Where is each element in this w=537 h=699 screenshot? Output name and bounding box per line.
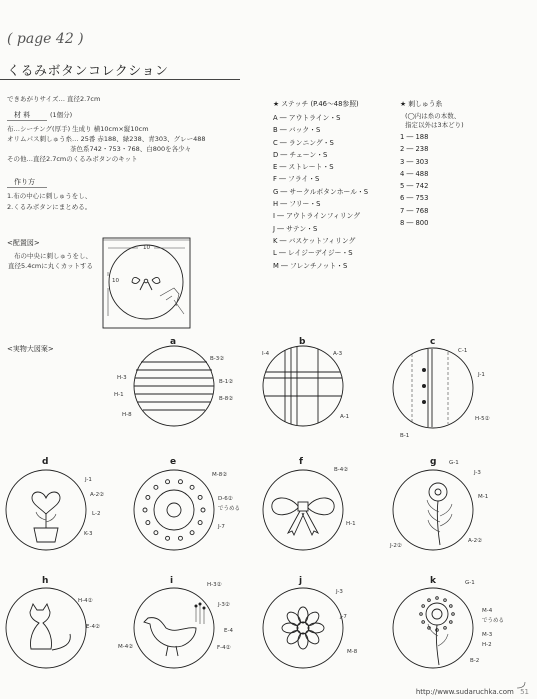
pattern-k-letter: k bbox=[430, 576, 436, 586]
pattern-f-label: B-4② bbox=[334, 467, 349, 473]
pattern-d-label: J-1 bbox=[85, 477, 92, 483]
pattern-a-label: H-8 bbox=[122, 412, 132, 418]
stitch-item: B ― バック・S bbox=[273, 126, 321, 135]
pattern-c-letter: c bbox=[430, 337, 436, 347]
pattern-k-label: M-4 bbox=[482, 608, 493, 614]
threads-heading: ★ 刺しゅう糸 bbox=[400, 100, 443, 108]
watermark-url: http://www.sudaruchka.com bbox=[415, 688, 514, 696]
page-label: ( page 42 ) bbox=[7, 31, 84, 47]
stitches-heading: ★ ステッチ (P.46〜48参照) bbox=[273, 100, 359, 108]
thread-item: 7 ― 768 bbox=[400, 206, 429, 215]
pattern-c-label: J-1 bbox=[478, 372, 485, 378]
stitch-item: E ― ストレート・S bbox=[273, 163, 334, 172]
materials-heading: 材 料 bbox=[14, 111, 31, 119]
stitch-item: K ― バスケットフィリング bbox=[273, 236, 356, 245]
pattern-c-label: C-1 bbox=[458, 348, 468, 354]
pattern-f-letter: f bbox=[299, 457, 303, 467]
pattern-j-label: J-7 bbox=[340, 614, 347, 620]
stitch-item: I ― アウトラインフィリング bbox=[273, 212, 361, 221]
pattern-j-label: M-8 bbox=[347, 649, 358, 655]
threads-note-2: 指定以外は3本どり) bbox=[405, 121, 464, 129]
pattern-h-drawing bbox=[6, 588, 86, 668]
method-heading: 作り方 bbox=[14, 178, 35, 186]
pattern-e-drawing bbox=[134, 470, 214, 550]
placement-line-2: 直径5.4cmに丸くカットする bbox=[8, 262, 93, 270]
pattern-d-label: A-2② bbox=[90, 492, 105, 498]
pattern-k-label: B-2 bbox=[470, 658, 480, 664]
pattern-a-drawing bbox=[134, 346, 214, 426]
materials-line-3: 茶色系742・753・768、白800を各少々 bbox=[70, 145, 192, 153]
thread-item: 1 ― 188 bbox=[400, 133, 429, 141]
pattern-d-drawing bbox=[6, 470, 86, 550]
pattern-b-drawing bbox=[263, 346, 343, 426]
pattern-g-label: M-1 bbox=[478, 494, 489, 500]
pattern-g-drawing bbox=[393, 470, 473, 550]
stitch-item: J ― サテン・S bbox=[273, 224, 318, 233]
pattern-h-letter: h bbox=[42, 576, 49, 586]
pattern-k-label: H-2 bbox=[482, 642, 492, 648]
pattern-g-label: J-3 bbox=[474, 470, 481, 476]
pattern-a-label: H-3 bbox=[117, 375, 127, 381]
pattern-b-letter: b bbox=[299, 337, 306, 347]
pattern-i-label: H-3② bbox=[207, 582, 222, 588]
stitch-item: D ― チェーン・S bbox=[273, 150, 328, 159]
pattern-a-label: B-1② bbox=[219, 379, 234, 385]
materials-line-1: 布…シーチング(厚手) 生成り 横10cm×縦10cm bbox=[7, 125, 149, 133]
pattern-e-label: D-6② bbox=[218, 496, 233, 502]
pattern-g-label: J-2② bbox=[390, 543, 402, 549]
stitch-item: A ― アウトライン・S bbox=[273, 114, 341, 122]
pattern-h-label: E-4② bbox=[86, 624, 100, 630]
stitch-item: L ― レイジーデイジー・S bbox=[273, 249, 353, 258]
placement-dim-left: 10 bbox=[112, 278, 119, 284]
pattern-a-label: B-3② bbox=[210, 356, 225, 362]
pattern-j-drawing bbox=[263, 588, 343, 668]
pattern-b-label: A-1 bbox=[340, 414, 350, 420]
placement-heading: <配置図> bbox=[7, 239, 40, 247]
page-title: くるみボタンコレクション bbox=[7, 64, 169, 79]
method-line-1: 1.布の中心に刺しゅうをし、 bbox=[7, 192, 92, 200]
pattern-a-letter: a bbox=[170, 337, 177, 347]
pattern-d-label: K-3 bbox=[84, 531, 93, 537]
pattern-a-label: H-1 bbox=[114, 392, 124, 398]
pattern-g-label: A-2② bbox=[468, 538, 483, 544]
pattern-h-label: H-4② bbox=[78, 598, 93, 604]
pattern-d-letter: d bbox=[42, 457, 49, 467]
placement-line-1: 布の中央に刺しゅうをし、 bbox=[14, 252, 92, 260]
pattern-b-label: A-3 bbox=[333, 351, 343, 357]
method-line-2: 2.くるみボタンにまとめる。 bbox=[7, 203, 92, 211]
thread-item: 4 ― 488 bbox=[400, 169, 429, 178]
pattern-g-letter: g bbox=[430, 457, 437, 467]
pattern-e-letter: e bbox=[170, 457, 177, 467]
stitch-item: H ― フリー・S bbox=[273, 200, 321, 209]
pattern-i-label: M-4② bbox=[118, 644, 134, 650]
materials-line-4: その他…直径2.7cmのくるみボタンのキット bbox=[7, 155, 138, 163]
stitch-item: G ― サークルボタンホール・S bbox=[273, 187, 369, 196]
pattern-j-letter: j bbox=[299, 576, 303, 586]
finished-size: できあがりサイズ… 直径2.7cm bbox=[7, 95, 101, 103]
thread-item: 8 ― 800 bbox=[400, 219, 429, 228]
full-size-heading: <実物大図案> bbox=[7, 345, 54, 353]
stitch-item: M ― フレンチノット・S bbox=[273, 261, 348, 270]
pattern-i-letter: i bbox=[170, 576, 174, 586]
pattern-i-label: F-4② bbox=[217, 645, 231, 651]
pattern-j-label: J-3 bbox=[336, 589, 343, 595]
pattern-b-label: I-4 bbox=[262, 351, 270, 357]
pattern-c-drawing bbox=[393, 348, 473, 428]
thread-item: 2 ― 238 bbox=[400, 145, 429, 154]
materials-note: (1個分) bbox=[50, 111, 73, 119]
pattern-i-label: J-3② bbox=[218, 602, 230, 608]
pattern-f-drawing bbox=[263, 470, 343, 550]
pattern-c-label: H-5② bbox=[475, 416, 490, 422]
thread-item: 5 ― 742 bbox=[400, 182, 429, 191]
pattern-f-label: H-1 bbox=[346, 521, 356, 527]
stitch-item: C ― ランニング・S bbox=[273, 138, 334, 147]
pattern-i-label: E-4 bbox=[224, 628, 233, 634]
pattern-e-label: M-8② bbox=[212, 472, 228, 478]
footer bbox=[416, 688, 529, 696]
pattern-e-label: J-7 bbox=[218, 524, 225, 530]
pattern-d-label: L-2 bbox=[92, 511, 101, 517]
pattern-k-label: でうめる bbox=[482, 618, 505, 624]
stitch-item: F ― フライ・S bbox=[273, 175, 320, 184]
pattern-g-label: G-1 bbox=[449, 460, 459, 466]
page-number: 51 bbox=[520, 688, 529, 696]
pattern-e-label: でうめる bbox=[218, 506, 241, 512]
placement-dim-top: 10 bbox=[143, 245, 150, 251]
thread-item: 3 ― 303 bbox=[400, 157, 429, 166]
thread-item: 6 ― 753 bbox=[400, 194, 429, 203]
pattern-k-drawing bbox=[393, 588, 473, 668]
materials-line-2: オリムパス刺しゅう糸… 25番 赤188、緑238、青303、グレー488 bbox=[7, 135, 206, 143]
pattern-a-label: B-8② bbox=[219, 396, 234, 402]
threads-note-1: (◯内は糸の本数、 bbox=[405, 112, 461, 120]
pattern-i-drawing bbox=[134, 588, 214, 668]
pattern-k-label: M-3 bbox=[482, 632, 493, 638]
pattern-k-label: G-1 bbox=[465, 580, 475, 586]
pattern-c-label: B-1 bbox=[400, 433, 410, 439]
